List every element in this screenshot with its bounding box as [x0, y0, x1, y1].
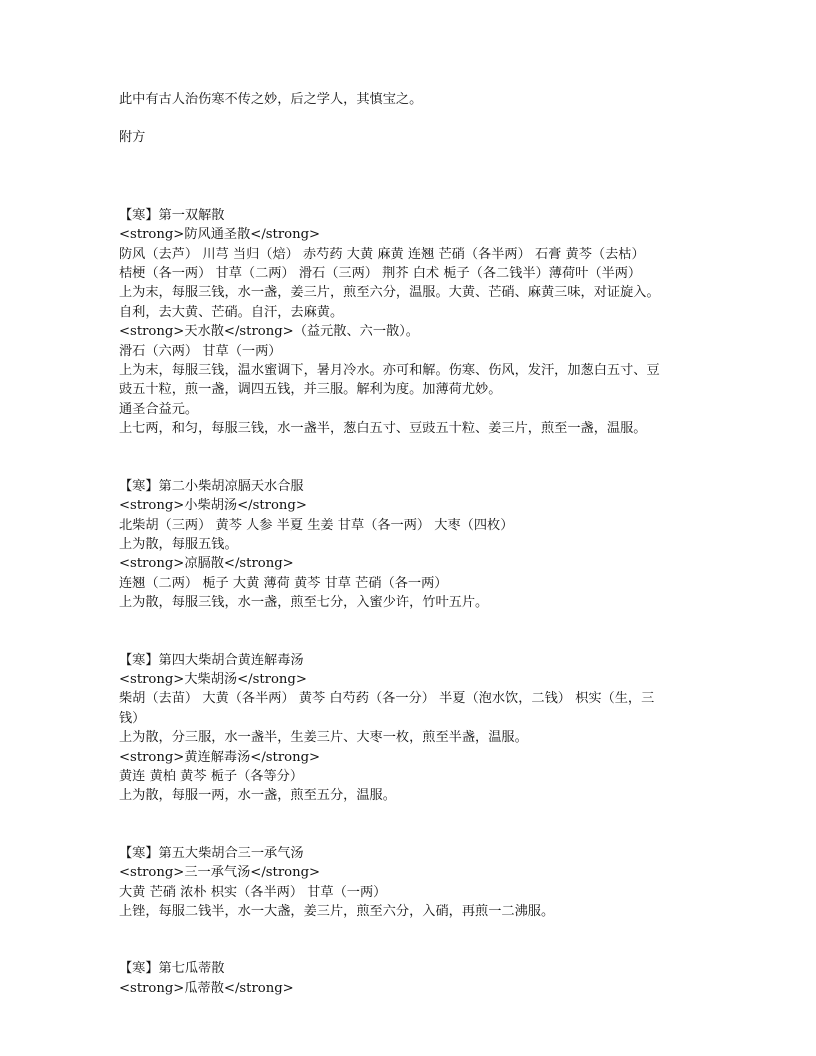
intro-paragraph: 此中有古人治伤寒不传之妙，后之学人，其慎宝之。 — [119, 92, 423, 107]
instruction-line: 上为末，每服三钱，水一盏，姜三片，煎至六分，温服。大黄、芒硝、麻黄三味，对证旋入。 — [119, 285, 660, 301]
formula-name: <strong>凉膈散</strong> — [119, 556, 294, 572]
formula-name: <strong>黄连解毒汤</strong> — [119, 749, 321, 765]
section-1 — [119, 206, 719, 439]
ingredient-line: 连翘（二两） 栀子 大黄 薄荷 黄芩 甘草 芒硝（各一两） — [119, 575, 448, 591]
section-title: 【寒】第四大柴胡合黄连解毒汤 — [119, 652, 304, 668]
formula-name: <strong>小柴胡汤</strong> — [119, 498, 307, 514]
instruction-line: 上锉，每服二钱半，水一大盏，姜三片，煎至六分，入硝，再煎一二沸服。 — [119, 904, 555, 919]
section-3 — [119, 651, 719, 806]
formula-name: <strong>天水散</strong>（益元散、六一散）。 — [119, 324, 419, 340]
formula-name: <strong>大柴胡汤</strong> — [119, 671, 307, 687]
instruction-line: 自利，去大黄、芒硝。自汗，去麻黄。 — [119, 304, 344, 320]
ingredient-line: 黄连 黄柏 黄芩 栀子（各等分） — [119, 768, 304, 784]
instruction-line: 上为散，分三服，水一盏半，生姜三片、大枣一枚，煎至半盏，温服。 — [119, 730, 528, 746]
instruction-line: 上七两，和匀，每服三钱，水一盏半，葱白五寸、豆豉五十粒、姜三片，煎至一盏，温服。 — [119, 421, 647, 437]
formula-name: <strong>三一承气汤</strong> — [119, 865, 321, 881]
section-title: 【寒】第七瓜蒂散 — [119, 961, 225, 977]
ingredient-line: 滑石（六两） 甘草（一两） — [119, 343, 282, 359]
ingredient-line: 桔梗（各一两） 甘草（二两） 滑石（三两） 荆芥 白术 栀子（各二钱半）薄荷叶（半两） — [119, 266, 642, 282]
instruction-line: 上为末，每服三钱，温水蜜调下，暑月冷水。亦可和解。伤寒、伤风，发汗，加葱白五寸、豆 — [119, 363, 660, 379]
formula-name: <strong>防风通圣散</strong> — [119, 227, 321, 243]
ingredient-line: 防风（去芦） 川芎 当归（焙） 赤芍药 大黄 麻黄 连翘 芒硝（各半两） 石膏 黄芩（去枯） — [119, 246, 645, 262]
ingredient-line: 钱） — [119, 710, 146, 726]
section-title: 【寒】第五大柴胡合三一承气汤 — [119, 845, 304, 861]
ingredient-line: 柴胡（去苗） 大黄（各半两） 黄芩 白芍药（各一分） 半夏（泡水饮，二钱） 枳实（生，三 — [119, 691, 655, 707]
combination-line: 通圣合益元。 — [119, 401, 199, 417]
formula-name: <strong>瓜蒂散</strong> — [119, 980, 294, 996]
section-title: 【寒】第一双解散 — [119, 207, 225, 223]
section-2 — [119, 477, 719, 613]
instruction-line: 上为散，每服三钱，水一盏，煎至七分，入蜜少许，竹叶五片。 — [119, 595, 489, 611]
section-4 — [119, 844, 719, 922]
ingredient-line: 大黄 芒硝 浓朴 枳实（各半两） 甘草（一两） — [119, 884, 387, 900]
ingredient-line: 北柴胡（三两） 黄芩 人参 半夏 生姜 甘草（各一两） 大枣（四枚） — [119, 517, 514, 533]
section-5 — [119, 959, 719, 998]
instruction-line: 上为散，每服五钱。 — [119, 536, 238, 552]
section-title: 【寒】第二小柴胡凉膈天水合服 — [119, 478, 304, 494]
instruction-line: 上为散，每服一两，水一盏，煎至五分，温服。 — [119, 788, 396, 804]
appendix-heading: 附方 — [119, 130, 146, 146]
instruction-line: 豉五十粒，煎一盏，调四五钱，并三服。解利为度。加薄荷尤妙。 — [119, 382, 502, 398]
document-page — [119, 90, 719, 998]
